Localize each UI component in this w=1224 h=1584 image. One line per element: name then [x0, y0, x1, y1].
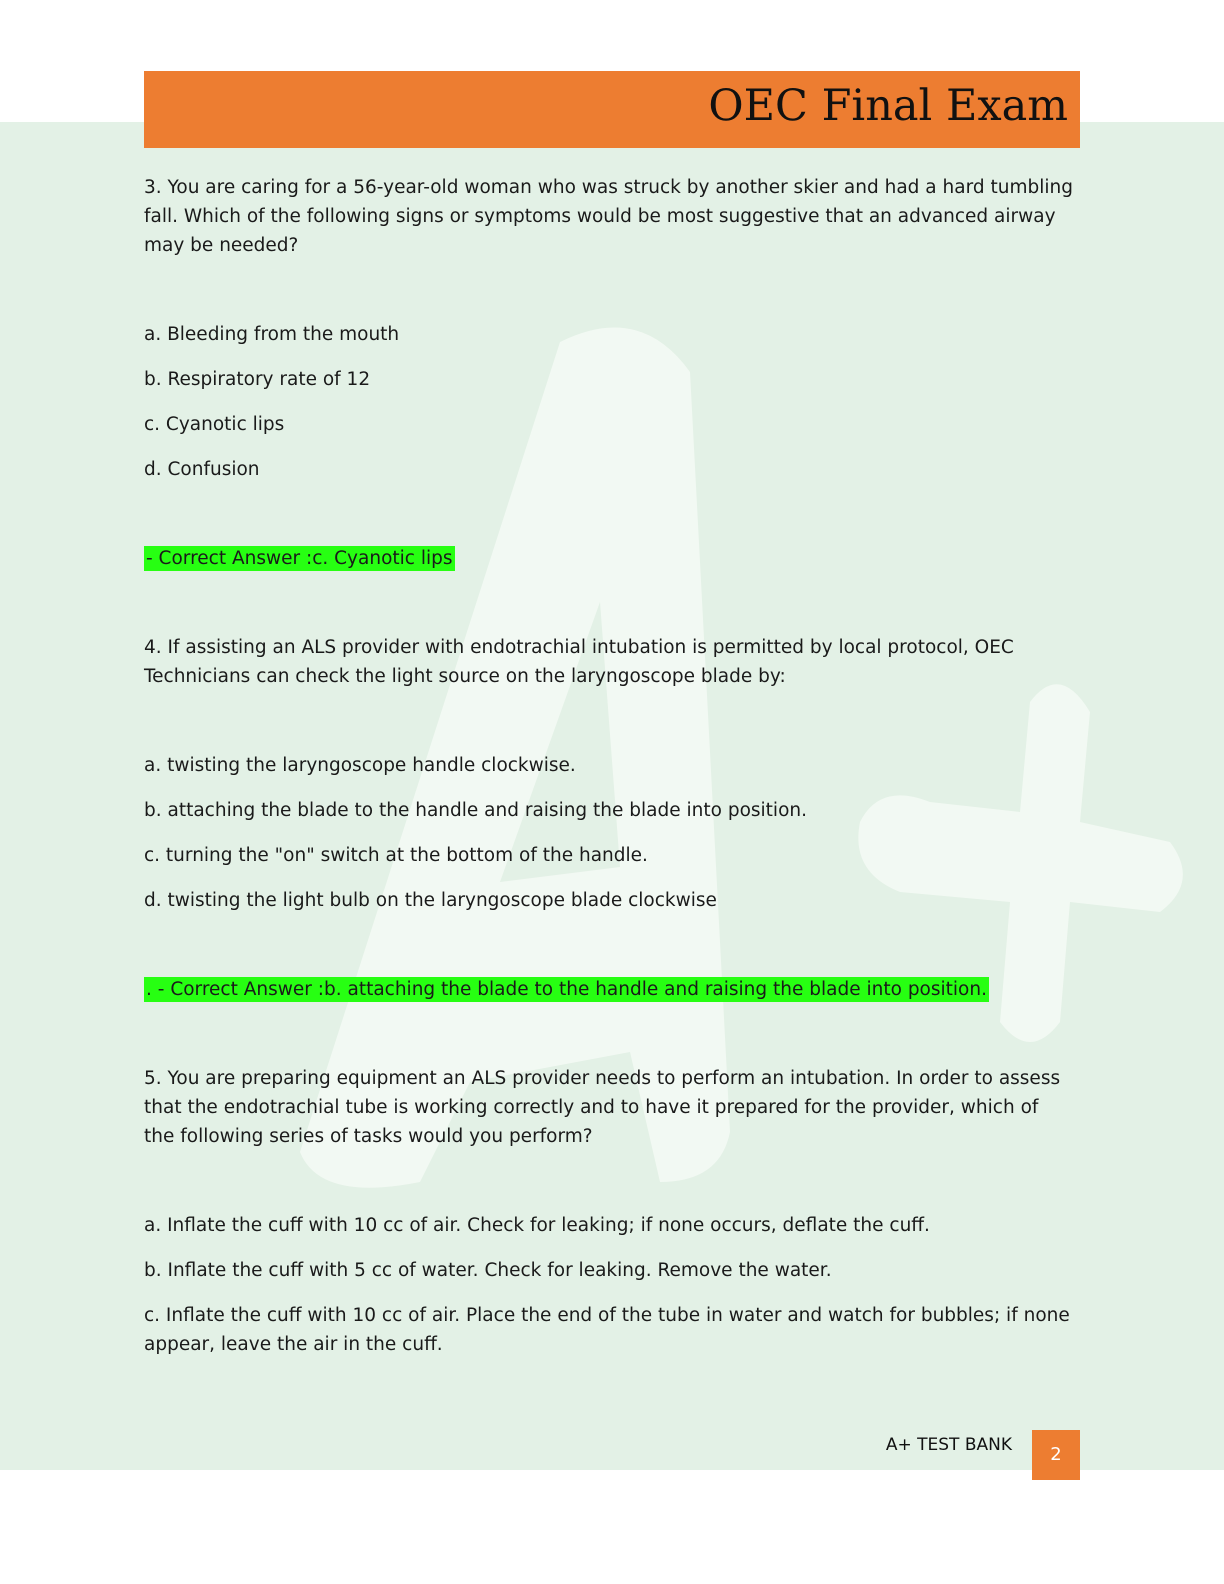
header-bar [144, 71, 1080, 148]
option-item: d. Confusion [144, 459, 260, 480]
page-number: 2 [1032, 1430, 1080, 1480]
correct-answer: - Correct Answer :c. Cyanotic lips [146, 548, 453, 569]
option-item: c. Inflate the cuff with 10 cc of air. Place the end of the tube in water and watch for bubbles; if none appear, leave the air in the cuff. [144, 1305, 1070, 1355]
answer-row [144, 975, 1074, 1004]
question-text: 4. If assisting an ALS provider with endotrachial intubation is permitted by local protocol, OEC Technicians can check the light source on the laryngoscope blade by: [144, 637, 1014, 687]
option-item: a. twisting the laryngoscope handle clockwise. [144, 755, 576, 776]
option-item: c. turning the "on" switch at the bottom of the handle. [144, 845, 648, 866]
question-block [144, 633, 1074, 1004]
answer-row [144, 544, 1074, 573]
options-list [144, 1211, 1074, 1359]
correct-answer: . - Correct Answer :b. attaching the blade to the handle and raising the blade into position. [146, 979, 987, 1000]
option-item: a. Bleeding from the mouth [144, 324, 400, 345]
question-block [144, 173, 1074, 573]
question-block [144, 1064, 1074, 1359]
options-list [144, 751, 1074, 915]
option-item: a. Inflate the cuff with 10 cc of air. Check for leaking; if none occurs, deflate the cuff. [144, 1215, 930, 1236]
option-item: b. Respiratory rate of 12 [144, 369, 371, 390]
question-text: 3. You are caring for a 56-year-old woman who was struck by another skier and had a hard tumbling fall. Which of the following signs or symptoms would be most suggestive that an advanced airway may be needed? [144, 177, 1073, 256]
option-item: d. twisting the light bulb on the laryngoscope blade clockwise [144, 890, 717, 911]
footer-label: A+ TEST BANK [885, 1435, 1012, 1455]
question-text: 5. You are preparing equipment an ALS provider needs to perform an intubation. In order to assess that the endotrachial tube is working correctly and to have it prepared for the provider, which of the following series of tasks would you perform? [144, 1068, 1061, 1147]
option-item: b. Inflate the cuff with 5 cc of water. Check for leaking. Remove the water. [144, 1260, 832, 1281]
exam-content [144, 173, 1074, 1375]
option-item: c. Cyanotic lips [144, 414, 285, 435]
option-item: b. attaching the blade to the handle and raising the blade into position. [144, 800, 808, 821]
page-title: OEC Final Exam [708, 81, 1068, 131]
options-list [144, 320, 1074, 484]
